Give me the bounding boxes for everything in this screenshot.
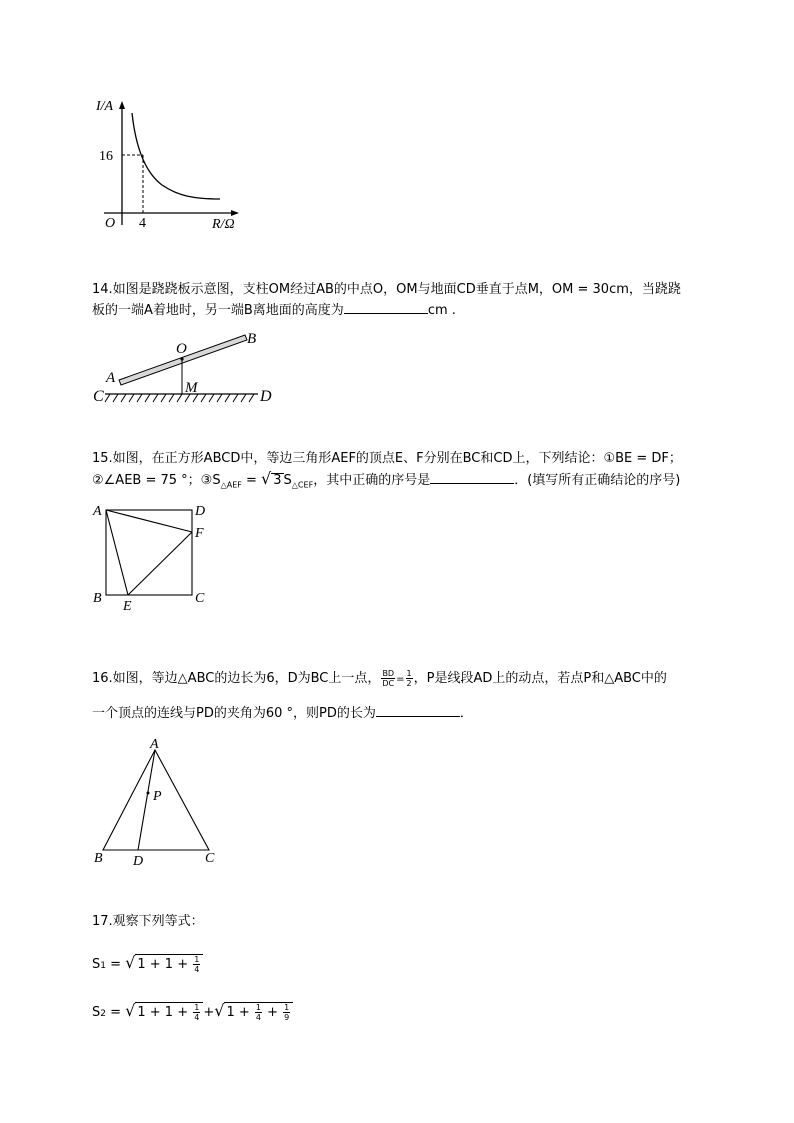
- fraction-one-half: $\frac{1}{2}$: [406, 669, 412, 688]
- question-14-line2: 板的一端A着地时，另一端B离地面的高度为 cm .: [92, 299, 456, 322]
- label-b: B: [247, 331, 257, 347]
- point-p: [147, 792, 150, 795]
- equation-s1: S1 = √ 1 + 1 + $\frac{1}{4}$: [92, 950, 203, 979]
- segment-ef: [128, 532, 192, 595]
- label-d: D: [260, 388, 272, 405]
- hyperbola-curve: [132, 113, 220, 199]
- label-c: C: [93, 388, 104, 405]
- radicand-s1: 1 + 1 + $\frac{1}{4}$: [135, 954, 203, 974]
- question-16-line1: 16.如图，等边△ABC的边长为6，D为BC上一点， $\frac{BD}{DC}$ = $\frac{1}{2}$ ，P是线段AD上的动点，若点P和△ABC中的: [92, 669, 667, 688]
- radicand-s2-second: 1 + $\frac{1}{4}$ + $\frac{1}{9}$: [224, 1002, 293, 1022]
- answer-blank-16[interactable]: [376, 702, 460, 717]
- label-c: C: [195, 591, 205, 606]
- label-f: F: [195, 526, 204, 541]
- question-16-line2: 一个顶点的连线与PD的夹角为60 °，则PD的长为 ．: [92, 702, 473, 725]
- radical-sign: √: [125, 953, 136, 972]
- label-b: B: [94, 851, 103, 866]
- square-abcd: [106, 510, 192, 595]
- segment-ae: [106, 510, 128, 595]
- label-a: A: [93, 504, 102, 519]
- fraction-bd-dc: $\frac{BD}{DC}$: [382, 669, 395, 688]
- triangle-figure: [88, 732, 228, 872]
- label-d: D: [195, 504, 206, 519]
- question-15-line1: 15.如图，在正方形ABCD中，等边三角形AEF的顶点E、F分别在BC和CD上，下列结论：①BE = DF；: [92, 451, 682, 466]
- x-axis-label: R/Ω: [212, 217, 235, 232]
- label-c: C: [205, 851, 215, 866]
- label-p: P: [153, 789, 162, 804]
- segment-af: [106, 510, 192, 532]
- seesaw-figure: [90, 328, 290, 410]
- y-axis-arrow: [119, 101, 125, 109]
- inverse-proportion-graph: [90, 95, 250, 240]
- y-tick-label: 16: [99, 149, 113, 164]
- equation-s2: S2 = √ 1 + 1 + $\frac{1}{4}$ +√ 1 + $\frac{1}{4}$ + $\frac{1}{9}$: [92, 998, 293, 1027]
- x-tick-label: 4: [139, 216, 146, 231]
- question-15-line2: ②∠AEB = 75 °；$③S_{\triangle AEF}$ = √ 3 $S_{\triangle CEF}$，其中正确的序号是 ．(填写所有正确结论的序号): [92, 469, 681, 490]
- point-o: [180, 357, 183, 360]
- y-axis-label: I/A: [96, 99, 114, 114]
- question-17-title: 17.观察下列等式：: [92, 914, 204, 929]
- radical-sign: √: [214, 1001, 225, 1020]
- label-e: E: [123, 599, 132, 614]
- answer-blank-15[interactable]: [430, 469, 514, 484]
- label-b: B: [93, 591, 102, 606]
- square-figure: [90, 500, 220, 615]
- x-axis-arrow: [231, 210, 239, 216]
- label-o: O: [176, 341, 187, 357]
- radical-sign: √: [125, 1001, 136, 1020]
- label-d: D: [133, 854, 144, 869]
- label-a: A: [106, 370, 116, 386]
- label-m: M: [185, 380, 198, 396]
- origin-label: O: [105, 216, 116, 231]
- answer-blank-14[interactable]: [344, 299, 428, 314]
- question-14-line1: 14.如图是跷跷板示意图，支柱OM经过AB的中点O，OM与地面CD垂直于点M，OM = 30cm，当跷跷: [92, 282, 681, 297]
- radicand-s2-first: 1 + 1 + $\frac{1}{4}$: [135, 1002, 203, 1022]
- ground-hatching: [105, 394, 254, 402]
- label-a: A: [150, 737, 159, 752]
